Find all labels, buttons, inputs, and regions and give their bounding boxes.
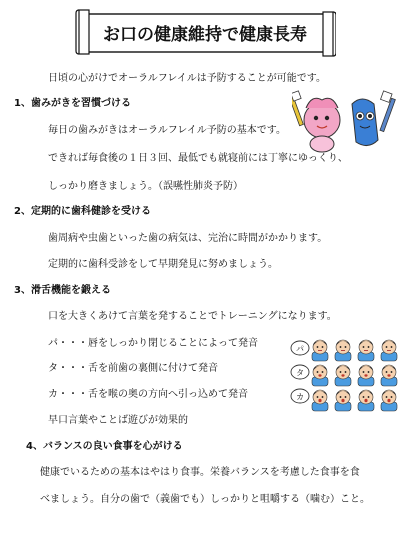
kid-face-icon [381,365,397,386]
section-4-line-1: 健康でいるための基本はやはり食事。栄養バランスを考慮した食事を食 [40,467,360,478]
section-3-line-1: 口を大きくあけて言葉を発することでトレーニングになります。 [48,311,337,322]
kid-face-icon [312,365,328,386]
section-1-line-3: しっかり磨きましょう。（誤嚥性肺炎予防） [48,181,243,192]
section-1-line-2: できれば毎食後の１日３回、最低でも就寝前には丁寧にゆっくり、 [48,153,348,164]
section-heading-3: 3、滑舌機能を鍛える [14,285,111,296]
kid-face-icon [335,390,351,411]
section-3-line-2: パ・・・唇をしっかり閉じることによって発音 [48,338,258,349]
kid-face-icon [358,390,374,411]
speech-bubble-ta-icon [291,365,309,379]
speech-label-pa: パ [296,344,304,354]
kid-face-icon [381,390,397,411]
intro-text: 日頃の心がけでオーラルフレイルは予防することが可能です。 [48,73,326,84]
blue-mascot-icon [352,99,378,146]
kids-grid [312,340,397,411]
kid-face-icon [358,340,374,361]
page-title: お口の健康維持で健康長寿 [103,25,307,45]
title-banner [74,8,336,58]
section-4-line-2: べましょう。自分の歯で（義歯でも）しっかりと咀嚼する（噛む）こと。 [40,494,370,505]
kid-face-icon [335,340,351,361]
kid-face-icon [312,340,328,361]
toothbrush-icon-right [380,91,395,132]
speech-bubble-pa-icon [291,341,309,355]
section-2-line-1: 歯周病や虫歯といった歯の病気は、完治に時間がかかります。 [48,233,328,244]
section-1-line-1: 毎日の歯みがきはオーラルフレイル予防の基本です。 [48,125,286,136]
kid-face-icon [358,365,374,386]
speech-label-ka: カ [296,392,304,402]
pink-mascot-icon [304,98,340,152]
toothbrush-icon-left [292,91,303,126]
speech-label-ta: タ [296,368,304,378]
section-3-line-4: カ・・・舌を喉の奥の方向へ引っ込めて発音 [48,389,248,400]
section-3-line-3: タ・・・舌を前歯の裏側に付けて発音 [48,363,218,374]
pa-ta-ka-kids-illustration [290,336,412,414]
section-3-line-5: 早口言葉やことば遊びが効果的 [48,415,188,426]
kid-face-icon [381,340,397,361]
section-heading-4: 4、バランスの良い食事を心がける [26,441,183,452]
section-heading-2: 2、定期的に歯科健診を受ける [14,206,151,217]
toothbrush-mascots-illustration [292,90,400,154]
kid-face-icon [312,390,328,411]
section-heading-1: 1、歯みがきを習慣づける [14,98,131,109]
section-2-line-2: 定期的に歯科受診をして早期発見に努めましょう。 [48,259,278,270]
speech-bubble-ka-icon [291,389,309,403]
kid-face-icon [335,365,351,386]
